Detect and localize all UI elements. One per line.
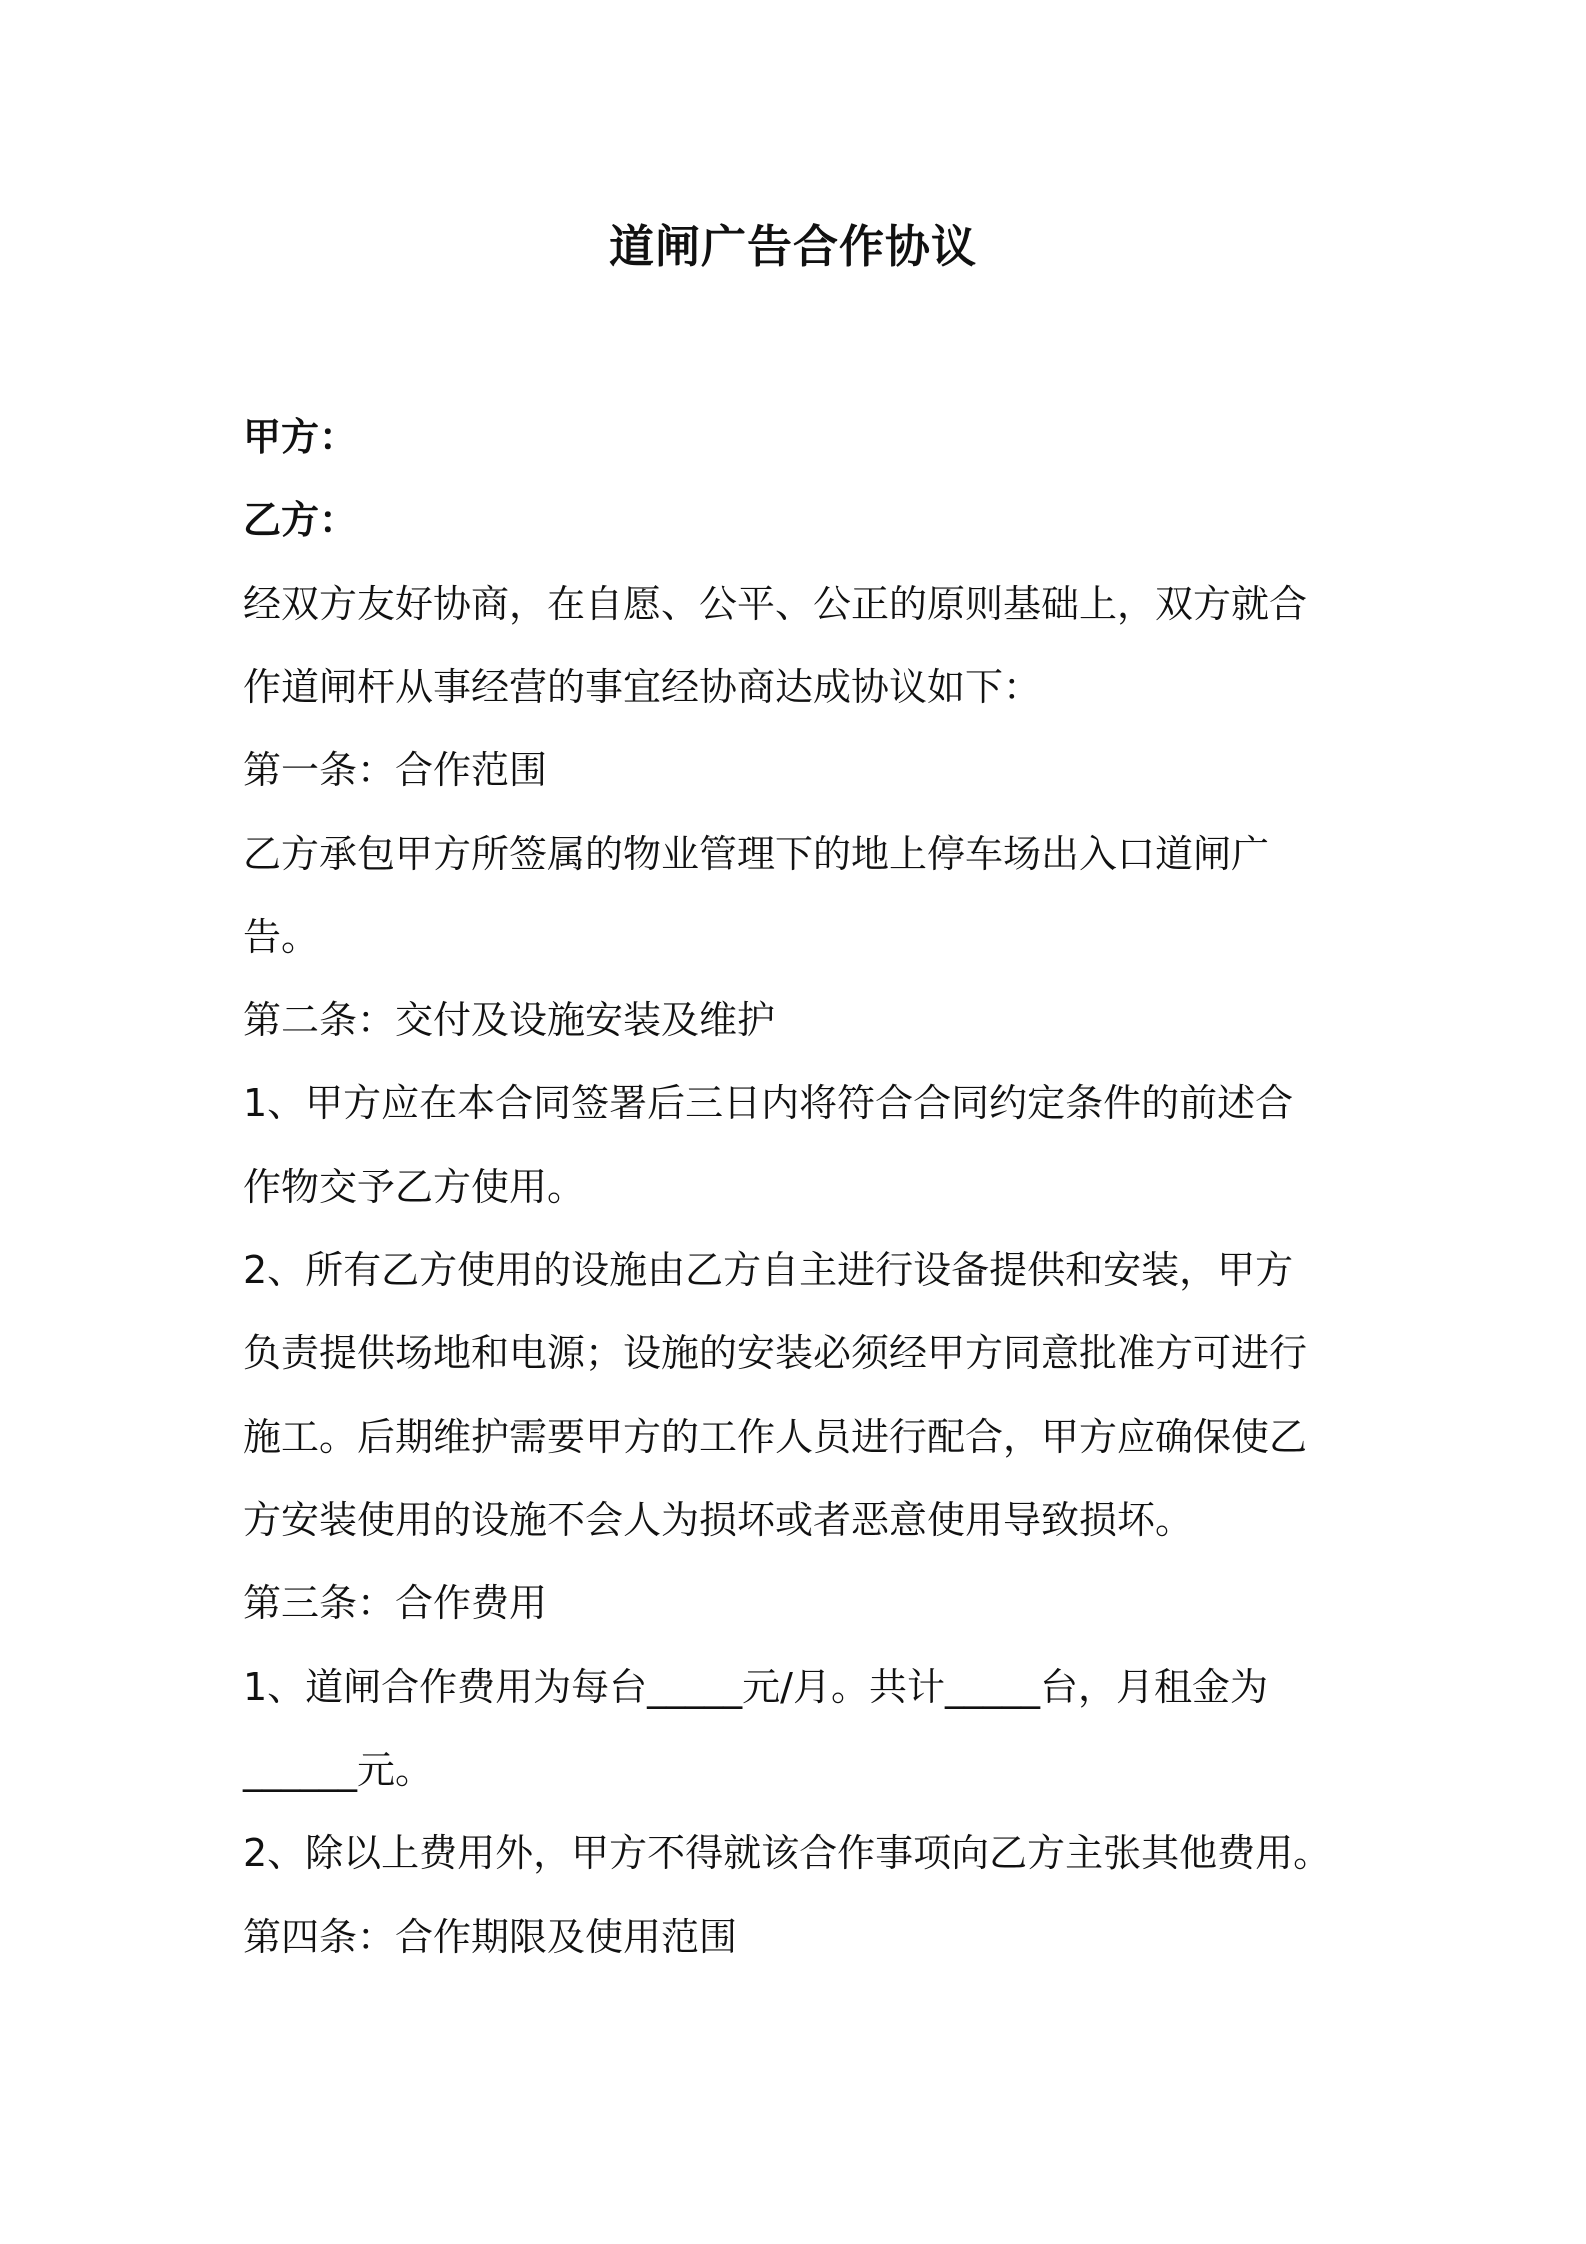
preamble-line-2: 作道闸杆从事经营的事宜经协商达成协议如下： xyxy=(243,665,1042,709)
article-1-text-line-2: 告。 xyxy=(243,915,320,959)
article-1-text-line-1: 乙方承包甲方所签属的物业管理下的地上停车场出入口道闸广 xyxy=(243,832,1270,876)
article-1-heading: 第一条：合作范围 xyxy=(243,748,548,792)
article-2-clause-1-line-1: 1、甲方应在本合同签署后三日内将符合合同约定条件的前述合 xyxy=(243,1081,1294,1125)
article-3-clause-2: 2、除以上费用外，甲方不得就该合作事项向乙方主张其他费用。 xyxy=(243,1831,1332,1875)
article-2-heading: 第二条：交付及设施安装及维护 xyxy=(243,998,776,1042)
article-2-clause-2-line-1: 2、所有乙方使用的设施由乙方自主进行设备提供和安装，甲方 xyxy=(243,1248,1294,1292)
article-2-clause-2-line-4: 方安装使用的设施不会人为损坏或者恶意使用导致损坏。 xyxy=(243,1498,1194,1542)
article-3-clause-1-line-2: ______元。 xyxy=(243,1748,434,1792)
party-b-label: 乙方： xyxy=(243,498,358,542)
article-2-clause-1-line-2: 作物交予乙方使用。 xyxy=(243,1165,586,1209)
article-2-clause-2-line-2: 负责提供场地和电源；设施的安装必须经甲方同意批准方可进行 xyxy=(243,1331,1308,1375)
article-4-heading: 第四条：合作期限及使用范围 xyxy=(243,1915,738,1959)
article-2-clause-2-line-3: 施工。后期维护需要甲方的工作人员进行配合，甲方应确保使乙 xyxy=(243,1415,1308,1459)
article-3-clause-1-line-1: 1、道闸合作费用为每台_____元/月。共计_____台，月租金为 xyxy=(243,1665,1268,1709)
preamble-line-1: 经双方友好协商，在自愿、公平、公正的原则基础上，双方就合 xyxy=(243,582,1308,626)
party-a-label: 甲方： xyxy=(243,415,358,459)
article-3-heading: 第三条：合作费用 xyxy=(243,1581,548,1625)
document-title: 道闸广告合作协议 xyxy=(608,220,977,273)
